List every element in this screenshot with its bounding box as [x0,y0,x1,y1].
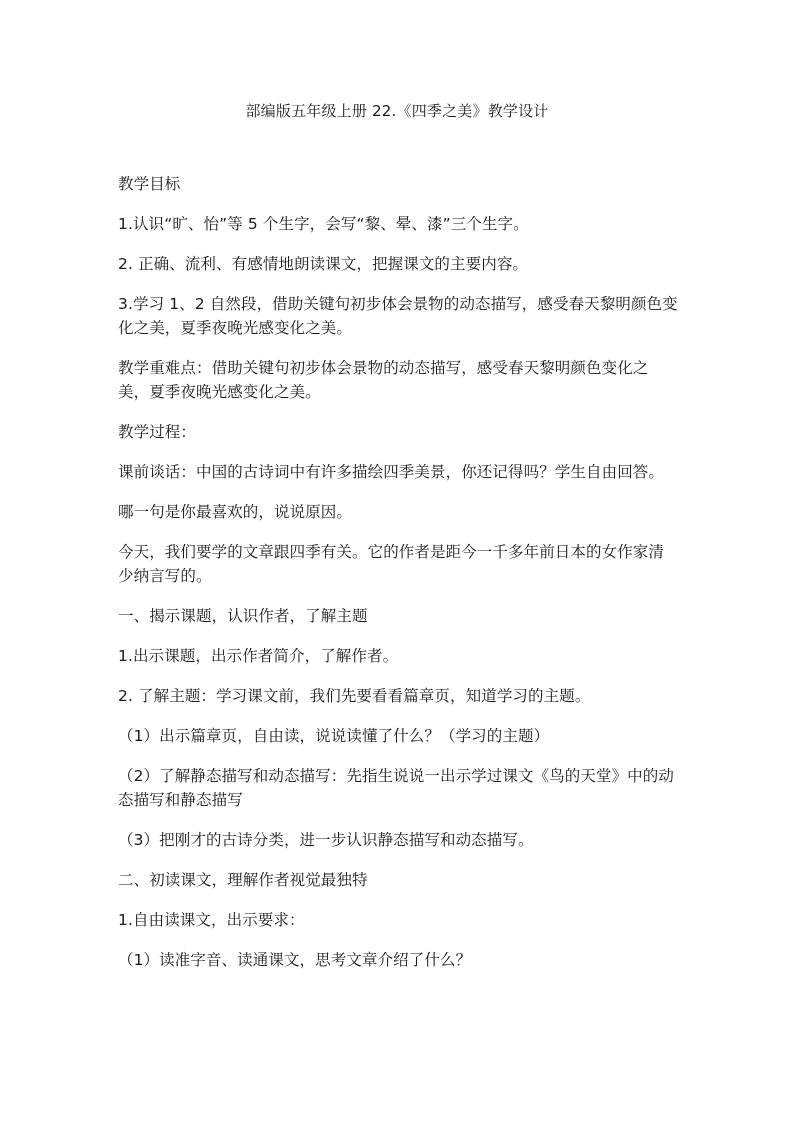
paragraph-intro-author: 今天，我们要学的文章跟四季有关。它的作者是距今一千多年前日本的女作家清少纳言写的。 [118,543,665,585]
pre-class-talk: 课前谈话：中国的古诗词中有许多描绘四季美景，你还记得吗？学生自由回答。 [118,463,665,481]
document-title: 部编版五年级上册 22.《四季之美》教学设计 [245,102,549,120]
step-2-1: 1.自由读课文，出示要求： [118,911,305,929]
document-body [118,172,678,988]
step-1-2-c: （3）把刚才的古诗分类，进一步认识静态描写和动态描写。 [118,831,534,849]
section-heading-process: 教学过程： [118,423,197,441]
section-heading-1: 一、揭示课题，认识作者，了解主题 [118,607,368,625]
step-1-2-a: （1）出示篇章页，自由读，说说读懂了什么？（学习的主题） [118,727,550,745]
objective-3: 3.学习 1、2 自然段，借助关键句初步体会景物的动态描写，感受春天黎明颜色变化之美，夏季夜晚光感变化之美。 [118,295,678,337]
objective-2: 2. 正确、流利、有感情地朗读课文，把握课文的主要内容。 [118,255,529,273]
section-heading-2: 二、初读课文，理解作者视觉最独特 [118,871,368,889]
paragraph-favorite: 哪一句是你最喜欢的，说说原因。 [118,503,353,521]
objective-1: 1.认识“旷、怡”等 5 个生字，会写“黎、晕、漆”三个生字。 [118,215,529,233]
step-2-1-a: （1）读准字音、读通课文，思考文章介绍了什么？ [118,951,472,969]
section-heading-objectives: 教学目标 [118,175,181,193]
key-difficulties: 教学重难点：借助关键句初步体会景物的动态描写，感受春天黎明颜色变化之美，夏季夜晚光感变化之美。 [118,359,649,401]
step-1-1: 1.出示课题，出示作者简介，了解作者。 [118,647,399,665]
step-1-2-b: （2）了解静态描写和动态描写：先指生说说一出示学过课文《鸟的天堂》中的动态描写和静态描写 [118,767,674,809]
step-1-2: 2. 了解主题：学习课文前，我们先要看看篇章页，知道学习的主题。 [118,687,591,705]
